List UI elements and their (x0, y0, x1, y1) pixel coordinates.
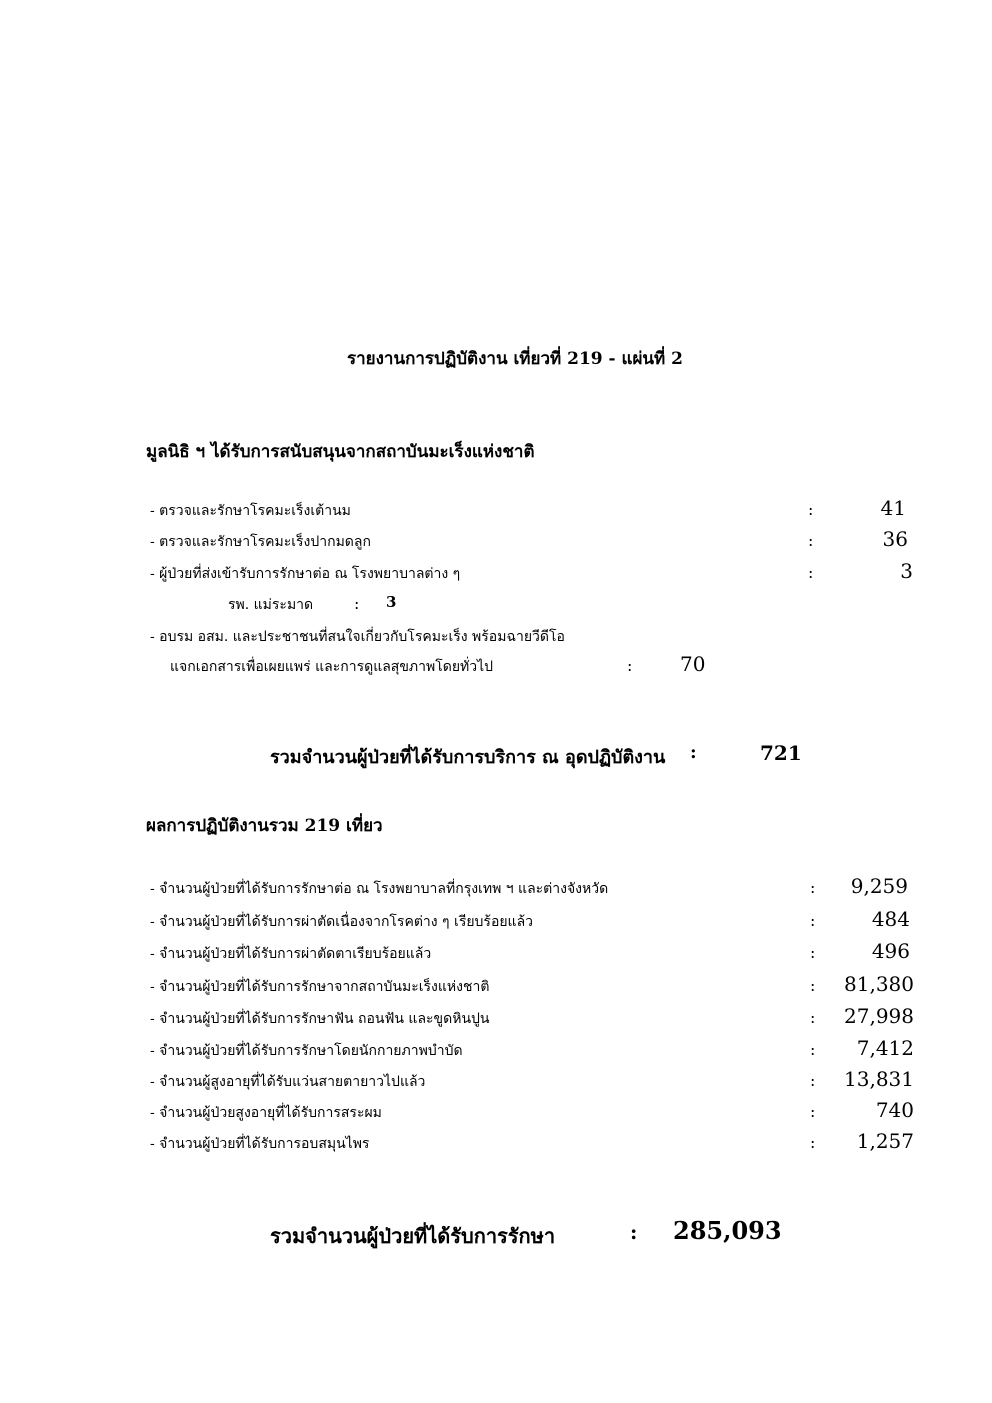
s1-item-colon: : (808, 531, 814, 550)
s1-item-colon: : (808, 500, 814, 519)
s1-training-line2: แจกเอกสารเพื่อเผยแพร่ และการดูแลสุขภาพโดยทั่วไป (170, 659, 494, 675)
s2-item-colon: : (810, 1071, 816, 1090)
s1-training-line1: - อบรม อสม. และประชาชนที่สนใจเกี่ยวกับโรคมะเร็ง พร้อมฉายวีดีโอ (150, 629, 565, 645)
s2-item-label: - จำนวนผู้ป่วยสูงอายุที่ได้รับการสระผม (150, 1105, 382, 1121)
s2-item-label: - จำนวนผู้ป่วยที่ได้รับการรักษาโดยนักกายภาพบำบัด (150, 1043, 463, 1059)
s2-item-label: - จำนวนผู้ป่วยที่ได้รับการผ่าตัดตาเรียบร้อยแล้ว (150, 946, 432, 962)
s2-item-colon: : (810, 1008, 816, 1027)
s1-item-label: - ตรวจและรักษาโรคมะเร็งเต้านม (150, 503, 351, 519)
s2-item-label: - จำนวนผู้สูงอายุที่ได้รับแว่นสายตายาวไปแล้ว (150, 1074, 426, 1090)
s2-item-colon: : (810, 878, 816, 897)
s1-subitem-label: รพ. แม่ระมาด (228, 597, 314, 613)
s2-item-value: 27,998 (844, 1004, 914, 1028)
s2-item-colon: : (810, 943, 816, 962)
s1-subitem-value: 3 (386, 593, 397, 611)
section2-heading: ผลการปฏิบัติงานรวม 219 เที่ยว (146, 816, 383, 836)
s2-item-label: - จำนวนผู้ป่วยที่ได้รับการรักษาจากสถาบันมะเร็งแห่งชาติ (150, 979, 490, 995)
s1-item-value: 3 (900, 559, 913, 583)
s2-item-value: 13,831 (844, 1067, 914, 1091)
s2-item-colon: : (810, 911, 816, 930)
s2-total-value: 285,093 (673, 1216, 782, 1245)
s2-total-colon: : (630, 1220, 638, 1244)
s1-total-label: รวมจำนวนผู้ป่วยที่ได้รับการบริการ ณ อุดปฏิบัติงาน (270, 747, 666, 768)
page-title: รายงานการปฏิบัติงาน เที่ยวที่ 219 - แผ่นที่ 2 (346, 349, 683, 369)
s1-item-label: - ผู้ป่วยที่ส่งเข้ารับการรักษาต่อ ณ โรงพยาบาลต่าง ๆ (150, 566, 461, 582)
s1-item-value: 36 (882, 527, 908, 551)
s2-item-label: - จำนวนผู้ป่วยที่ได้รับการรักษาต่อ ณ โรงพยาบาลที่กรุงเทพ ฯ และต่างจังหวัด (150, 881, 609, 897)
s1-training-value: 70 (680, 652, 706, 676)
s1-item-value: 41 (880, 496, 906, 520)
s1-total-colon: : (690, 742, 697, 763)
s1-subitem-colon: : (354, 594, 360, 613)
s2-item-colon: : (810, 976, 816, 995)
s2-item-value: 1,257 (856, 1129, 914, 1153)
s2-item-colon: : (810, 1040, 816, 1059)
s2-item-label: - จำนวนผู้ป่วยที่ได้รับการอบสมุนไพร (150, 1136, 370, 1152)
s2-item-label: - จำนวนผู้ป่วยที่ได้รับการผ่าตัดเนื่องจากโรคต่าง ๆ เรียบร้อยแล้ว (150, 914, 534, 930)
section1-heading: มูลนิธิ ฯ ได้รับการสนับสนุนจากสถาบันมะเร็งแห่งชาติ (146, 442, 535, 462)
s1-item-label: - ตรวจและรักษาโรคมะเร็งปากมดลูก (150, 534, 371, 550)
s2-item-value: 496 (871, 939, 910, 963)
s2-item-value: 484 (871, 907, 910, 931)
s2-item-value: 7,412 (856, 1036, 914, 1060)
s2-item-value: 740 (875, 1098, 914, 1122)
s2-item-colon: : (810, 1102, 816, 1121)
s1-total-value: 721 (760, 741, 802, 765)
s1-training-colon: : (627, 656, 633, 675)
s2-item-value: 9,259 (850, 874, 908, 898)
s2-total-label: รวมจำนวนผู้ป่วยที่ได้รับการรักษา (270, 1224, 556, 1248)
s2-item-value: 81,380 (844, 972, 914, 996)
s2-item-colon: : (810, 1133, 816, 1152)
s1-item-colon: : (808, 563, 814, 582)
s2-item-label: - จำนวนผู้ป่วยที่ได้รับการรักษาฟัน ถอนฟัน และขูดหินปูน (150, 1011, 490, 1027)
